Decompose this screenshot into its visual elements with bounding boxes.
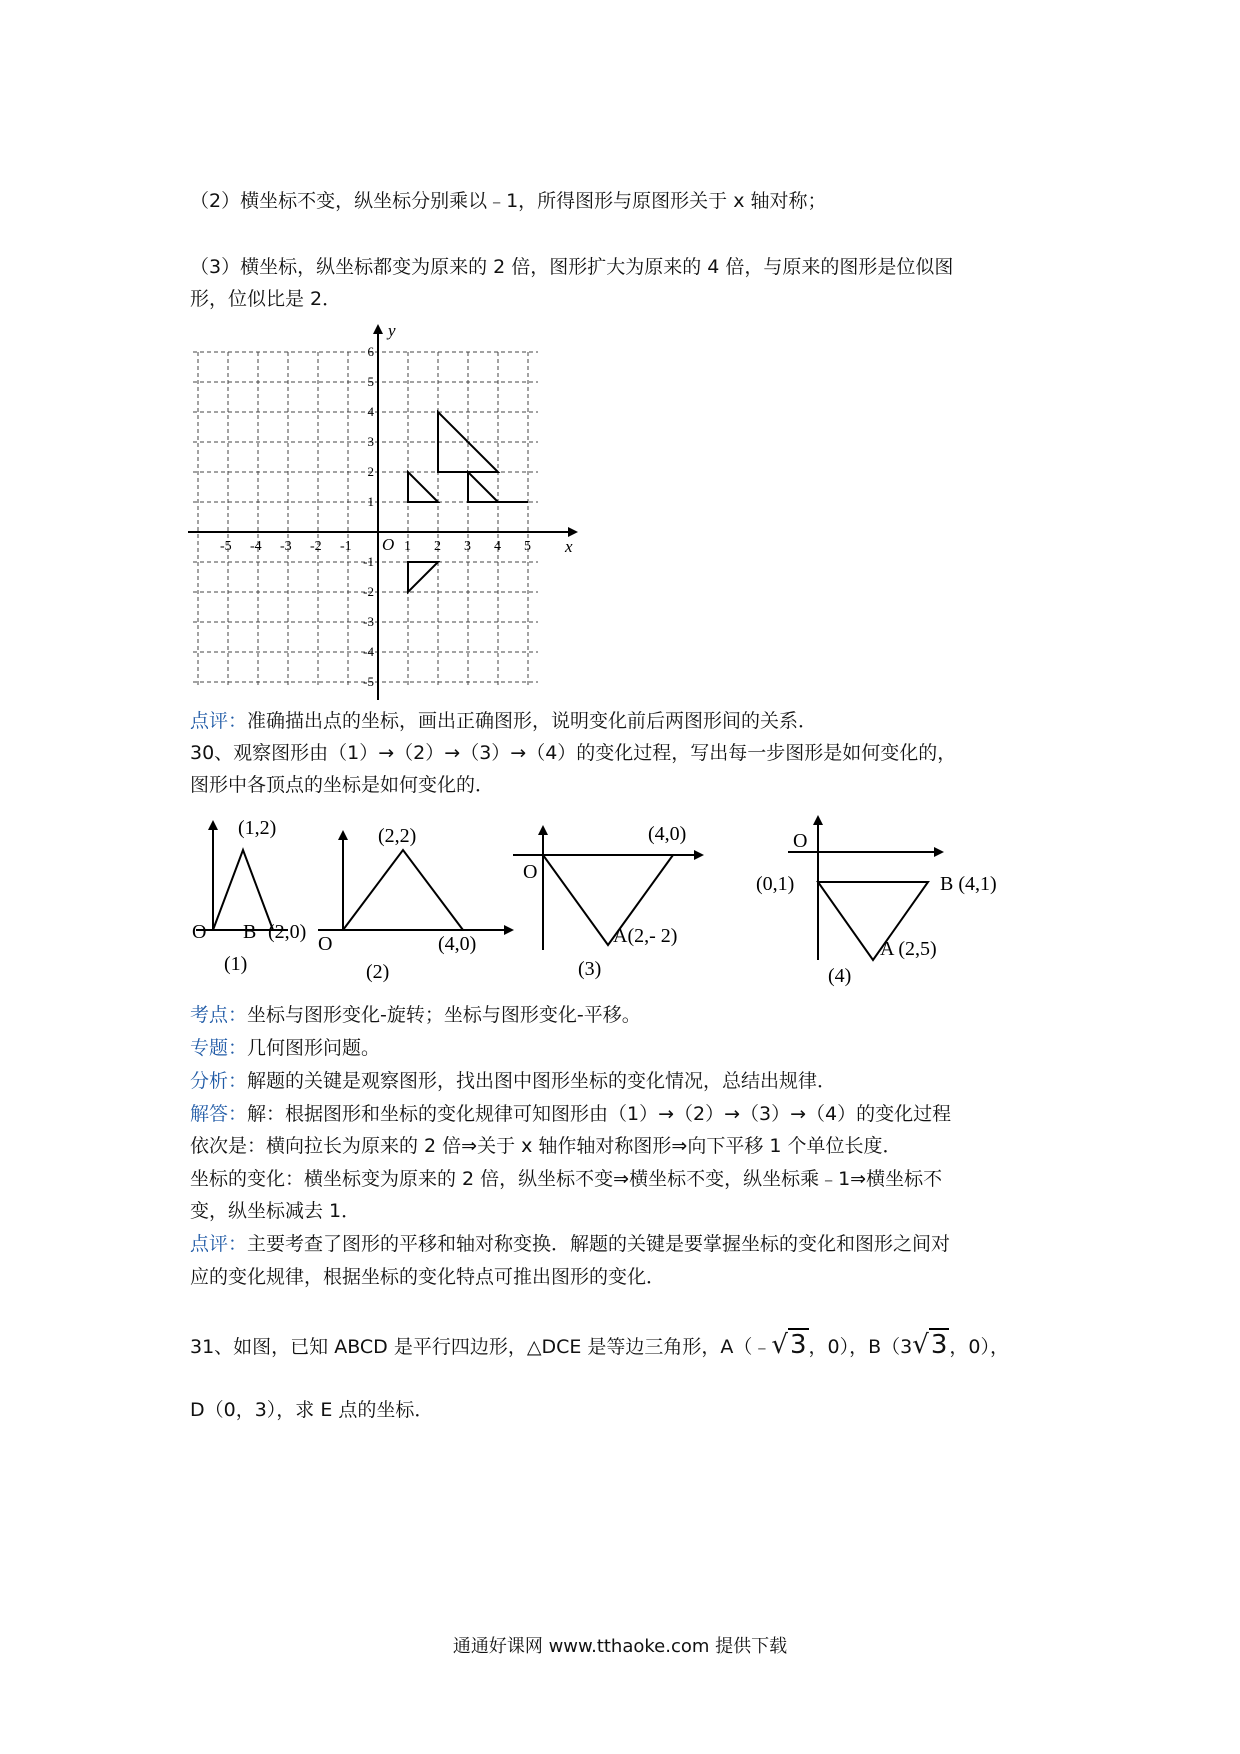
figure-4 — [756, 815, 997, 987]
x-tick: -2 — [310, 539, 322, 554]
fig1-origin: O — [192, 921, 207, 943]
fig1-b-coord: (2,0) — [268, 921, 307, 943]
figure-3 — [513, 823, 704, 980]
q31-part-2: ，0），B（3 — [808, 1336, 913, 1358]
kaodian-label: 考点： — [190, 1004, 248, 1026]
jieda-line-1 — [190, 1099, 951, 1129]
fig2-top-label: (2,2) — [378, 825, 417, 847]
origin-label: O — [382, 535, 395, 554]
x-tick: -1 — [340, 539, 352, 554]
jieda-line-2: 依次是：横向拉长为原来的 2 倍⇒关于 x 轴作轴对称图形⇒向下平移 1 个单位长度． — [190, 1135, 902, 1157]
zhuanti-line — [190, 1033, 380, 1063]
y-tick: -4 — [363, 644, 374, 659]
fenxi-text: 解题的关键是观察图形，找出图中图形坐标的变化情况，总结出规律． — [247, 1070, 837, 1092]
y-axis-label: y — [388, 322, 396, 340]
y-axis-arrow — [373, 324, 383, 334]
dianping-label: 点评： — [190, 1233, 248, 1255]
text-line-3: 形，位似比是 2． — [190, 288, 342, 310]
sqrt-3-a: √3 — [771, 1330, 807, 1360]
zhuanti-label: 专题： — [190, 1037, 248, 1059]
kaodian-line — [190, 1000, 641, 1030]
fig2-right-label: (4,0) — [438, 933, 477, 955]
q30-line-2: 图形中各顶点的坐标是如何变化的． — [190, 774, 495, 796]
fig3-a-label: A(2,- 2) — [613, 925, 678, 947]
fig4-caption: (4) — [828, 965, 852, 987]
fig1-top-label: (1,2) — [238, 817, 277, 839]
x-tick: -3 — [280, 539, 292, 554]
x-tick-labels — [220, 539, 531, 554]
fig3-caption: (3) — [578, 958, 602, 980]
q30-line-1: 30、观察图形由（1）→（2）→（3）→（4）的变化过程，写出每一步图形是如何变化的， — [190, 742, 957, 764]
fig3-right-label: (4,0) — [648, 823, 687, 845]
x-tick: 2 — [434, 539, 441, 554]
jieda-text-1: 解：根据图形和坐标的变化规律可知图形由（1）→（2）→（3）→（4）的变化过程 — [247, 1103, 952, 1125]
zhuanti-text: 几何图形问题。 — [247, 1037, 381, 1059]
fig4-a-label: A (2,5) — [880, 938, 937, 960]
q31-line-1 — [190, 1330, 1009, 1362]
coordinate-graph — [188, 322, 588, 702]
y-tick: 5 — [367, 374, 374, 389]
figure-2 — [318, 825, 514, 983]
fig2-origin: O — [318, 933, 333, 955]
footer: 通通好课网 www.tthaoke.com 提供下载 — [452, 1636, 788, 1657]
x-tick: 4 — [494, 539, 501, 554]
x-tick: 1 — [404, 539, 411, 554]
fig2-caption: (2) — [366, 961, 390, 983]
dianping-line-2: 应的变化规律，根据坐标的变化特点可推出图形的变化． — [190, 1266, 666, 1288]
x-tick: 5 — [524, 539, 531, 554]
y-tick: -1 — [363, 554, 374, 569]
y-tick: -2 — [363, 584, 374, 599]
q31-part-3: ，0）， — [949, 1336, 1009, 1358]
radicand-b: 3 — [930, 1330, 948, 1360]
text-line-2: （3）横坐标，纵坐标都变为原来的 2 倍，图形扩大为原来的 4 倍，与原来的图形是位似图 — [190, 256, 954, 278]
jieda-line-4: 变，纵坐标减去 1． — [190, 1200, 361, 1222]
translated-triangle — [468, 472, 498, 502]
transformation-figures — [188, 810, 1048, 995]
x-tick: -4 — [250, 539, 262, 554]
dianping-line-1 — [190, 1229, 950, 1259]
dianping-text-1: 主要考查了图形的平移和轴对称变换．解题的关键是要掌握坐标的变化和图形之间对 — [247, 1233, 951, 1255]
kaodian-text: 坐标与图形变化-旋转；坐标与图形变化-平移。 — [247, 1004, 641, 1026]
axes — [188, 328, 574, 700]
text-line-1: （2）横坐标不变，纵坐标分别乘以﹣1，所得图形与原图形关于 x 轴对称； — [190, 190, 827, 212]
fenxi-line — [190, 1066, 836, 1096]
review-text: 准确描出点的坐标，画出正确图形，说明变化前后两图形间的关系． — [247, 710, 818, 732]
radicand-a: 3 — [789, 1330, 807, 1360]
fig4-left-label: (0,1) — [756, 873, 795, 895]
review-1 — [190, 706, 817, 736]
y-tick: -5 — [363, 674, 374, 689]
fig4-origin: O — [793, 830, 808, 852]
y-tick: 6 — [367, 344, 374, 359]
jieda-label: 解答： — [190, 1103, 248, 1125]
review-label: 点评： — [190, 710, 248, 732]
original-triangle — [408, 472, 438, 502]
x-tick: -5 — [220, 539, 232, 554]
x-axis-label: x — [565, 537, 573, 556]
y-tick: 1 — [367, 494, 374, 509]
y-tick: 2 — [367, 464, 374, 479]
y-tick: 3 — [367, 434, 374, 449]
q31-part-1: 31、如图，已知 ABCD 是平行四边形，△DCE 是等边三角形，A（﹣ — [190, 1336, 772, 1358]
q31-line-2: D（0，3），求 E 点的坐标． — [190, 1399, 434, 1421]
fig3-origin: O — [523, 861, 538, 883]
x-axis-arrow — [568, 527, 578, 537]
jieda-line-3: 坐标的变化：横坐标变为原来的 2 倍，纵坐标不变⇒横坐标不变，纵坐标乘﹣1⇒横坐标不 — [190, 1168, 943, 1190]
fig1-caption: (1) — [224, 953, 248, 975]
figure-1 — [192, 817, 306, 975]
fig1-b-label: B — [243, 921, 257, 943]
fig4-b-label: B (4,1) — [940, 873, 997, 895]
x-tick: 3 — [464, 539, 471, 554]
grid — [193, 352, 538, 687]
y-tick: -3 — [363, 614, 374, 629]
fenxi-label: 分析： — [190, 1070, 248, 1092]
y-tick-labels — [363, 344, 374, 689]
sqrt-3-b: √3 — [912, 1330, 948, 1360]
y-tick: 4 — [367, 404, 374, 419]
reflected-triangle — [408, 562, 438, 592]
